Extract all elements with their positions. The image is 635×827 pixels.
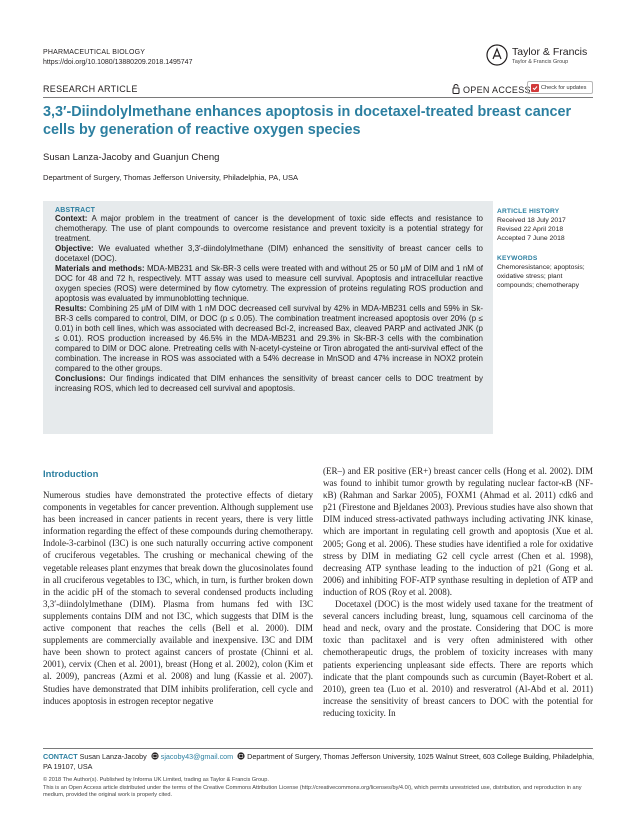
copyright-line: © 2018 The Author(s). Published by Informa UK Limited, trading as Taylor & Francis Group. (43, 777, 269, 783)
abstract-context (55, 214, 483, 244)
journal-name: PHARMACEUTICAL BIOLOGY (43, 49, 146, 56)
results-label: Results: (55, 304, 87, 313)
affiliation: Department of Surgery, Thomas Jefferson University, Philadelphia, PA, USA (43, 173, 299, 182)
contact-name: Susan Lanza-Jacoby (77, 752, 147, 761)
abstract-objective (55, 244, 483, 264)
contact-info (43, 752, 603, 771)
abstract-conclusions (55, 374, 483, 394)
intro-paragraph-1: Numerous studies have demonstrated the protective effects of dietary components in vegetables for cancer prevention. Although supplement use has been increased in cancer patients in recent years, there is very little information regarding the effect of these compounds during chemotherapy. Indole-3-carbinol (I3C) is one such naturally occurring active component of cruciferous vegetables. The crushing or mechanical chewing of the vegetable releases plant enzymes that break down the glucosinolates found in all cruciferous vegetables to I3C, which, in turn, is further broken down in the acidic pH of the stomach to several condensed products including 3,3′-diindolylmethane (DIM). Plasma from humans fed with I3C supplements contains DIM and not I3C, which suggests that DIM is the active component that reaches the cells (Bell et al. 2000). DIM supplements are commercially available and inexpensive. I3C and DIM have been shown to protect against cancers of prostate (Chinni et al. 2001), cervix (Chen et al. 2001), breast (Hong et al. 2002), colon (Kim et al. 2009), pancreas (Azmi et al. 2008) and lung (Kassie et al. 2007). Studies have demonstrated that DIM inhibits proliferation, cell cycle and induces apoptosis in estrogen receptor negative (43, 490, 313, 706)
publisher-logo[interactable] (486, 44, 596, 70)
address-icon (237, 752, 245, 760)
conclusions-label: Conclusions: (55, 374, 106, 383)
received-date: Received 18 July 2017 (497, 217, 566, 224)
intro-paragraph-3: Docetaxel (DOC) is the most widely used taxane for the treatment of several cancers including breast, lung, squamous cell carcinoma of the head and neck, ovary and the prostate. Considering that DOC is more toxic than paclitaxel and is very often administered with other chemotherapeutic drugs, the problem of toxicity increases with many patients experiencing unpleasant side effects. There are reports which indicate that the plant compounds such as curcumin (Bayet-Robert et al. 2010), green tea (Luo et al. 2010) and resveratrol (Al-Abd et al. 2011) increase the sensitivity of breast cancers to DOC with the potential for reducing toxicity. In (323, 599, 593, 718)
article-title (43, 103, 603, 139)
contact-label: CONTACT (43, 752, 78, 761)
check-updates-label: Check for updates (541, 85, 587, 91)
article-history-heading: ARTICLE HISTORY (497, 208, 560, 215)
keywords-heading: KEYWORDS (497, 255, 538, 262)
objective-text: We evaluated whether 3,3′-diindolylmethane (DIM) enhanced the sensitivity of breast cancer cells to docetaxel (DOC). (55, 244, 483, 263)
conclusions-text: Our findings indicated that DIM enhances the sensitivity of breast cancer cells to DOC treatment by increasing ROS, which led to decreased cell survival and apoptosis. (55, 374, 483, 393)
crossmark-icon (531, 84, 539, 92)
doi-link[interactable]: https://doi.org/10.1080/13880209.2018.1495747 (43, 59, 193, 66)
title-rest: -Diindolylmethane enhances apoptosis in docetaxel-treated breast cancer cells by generation of reactive oxygen species (43, 104, 572, 138)
license-text: This is an Open Access article distributed under the terms of the Creative Commons Attribution License (http://creativecommons.org/licenses/by/4.0/), which permits unrestricted use, distribution, and reproduction in any medium, provided the original work is properly cited. (43, 784, 582, 798)
intro-paragraph-2: (ER–) and ER positive (ER+) breast cancer cells (Hong et al. 2002). DIM was found to inhibit tumor growth by regulating nuclear factor-κB (NF-κB) (Rahman and Sarkar 2005), FOXM1 (Ahmad et al. 2011) cdk6 and p21 (Firestone and Bjeldanes 2003). Previous studies have also shown that DIM induced stress-activated pathways including activating JNK kinase, which are important in regulating cell growth and apoptosis (Xue et al. 2005; Gong et al. 2006). These studies have identified a role for oxidative stress by DIM in mediating G2 cell cycle arrest (Chen et al. 1998), decreasing ATP synthase leading to the induction of p21 (Gong et al. 2006) and inhibiting FOF-ATP synthase resulting in depletion of ATP and induction of ROS (Roy et al. 2008). (323, 466, 593, 597)
keywords (497, 254, 597, 290)
check-updates-button[interactable] (527, 81, 593, 94)
open-access-label: OPEN ACCESS (463, 85, 531, 95)
results-text: Combining 25 μM of DIM with 1 nM DOC decreased cell survival by 42% in MDA-MB231 cells and 59% in Sk-BR-3 cells compared to control, DIM, or DOC (p ≤ 0.05). The combination treatment increased apoptosis over 20% (p ≤ 0.01) in both cell lines, which was associated with decreased Bcl-2, increased Bax, cleaved PARP and activated JNK (p ≤ 0.01). ROS production increased by 46.5% in the MDA-MB231 and 29.3% in Sk-BR-3 cells with the combination compared to DIM or DOC alone. Pretreating cells with N-acetyl-cysteine or Tiron abrogated the anti-survival effect of the combination. The increase in ROS was associated with a 54% decrease in MnSOD and 47% increase in NOX2 protein compared to the other groups. (55, 304, 483, 373)
context-text: A major problem in the treatment of cancer is the development of toxic side effects and resistance to chemotherapy. The use of plant compounds to overcome resistance and prevent toxicity is a potential strategy for treatment. (55, 214, 483, 243)
title-prefix: 3,3 (43, 104, 64, 120)
publisher-logo-icon (486, 44, 508, 66)
contact-email[interactable]: sjacoby43@gmail.com (160, 752, 234, 761)
accepted-date: Accepted 7 June 2018 (497, 235, 565, 242)
methods-text: MDA-MB231 and Sk-BR-3 cells were treated with and without 25 or 50 μM of DIM and 1 nM of DOC for 48 and 72 h, respectively. MTT assay was used to measure cell survival. Apoptosis and intracellular reactive oxygen species (ROS) were determined by flow cytometry. The expression of proteins regulating ROS production and apoptosis was evaluated by immunoblotting technique. (55, 264, 483, 303)
open-access-badge (452, 84, 531, 95)
body-column-left (43, 489, 313, 707)
footer-rule (43, 748, 593, 749)
authors: Susan Lanza-Jacoby and Guanjun Cheng (43, 152, 220, 163)
article-type: RESEARCH ARTICLE (43, 84, 138, 94)
email-icon (151, 752, 159, 760)
abstract-heading: ABSTRACT (55, 207, 96, 214)
introduction-heading: Introduction (43, 469, 99, 480)
publisher-name: Taylor & Francis (512, 46, 588, 58)
title-prime: ′ (63, 104, 67, 120)
open-access-icon (452, 84, 460, 94)
context-label: Context: (55, 214, 88, 223)
abstract-text (55, 214, 483, 394)
abstract-results (55, 304, 483, 374)
methods-label: Materials and methods: (55, 264, 145, 273)
article-history (497, 207, 597, 243)
contact-address: Department of Surgery, Thomas Jefferson University, 1025 Walnut Street, 603 College Building, Philadelphia, PA 19107, USA (43, 752, 594, 771)
revised-date: Revised 22 April 2018 (497, 226, 564, 233)
body-column-right (323, 465, 593, 719)
copyright (43, 777, 603, 800)
keywords-text: Chemoresistance; apoptosis; oxidative stress; plant compounds; chemotherapy (497, 264, 585, 289)
objective-label: Objective: (55, 244, 94, 253)
header-rule (43, 97, 593, 98)
publisher-group: Taylor & Francis Group (512, 59, 569, 65)
abstract-methods (55, 264, 483, 304)
